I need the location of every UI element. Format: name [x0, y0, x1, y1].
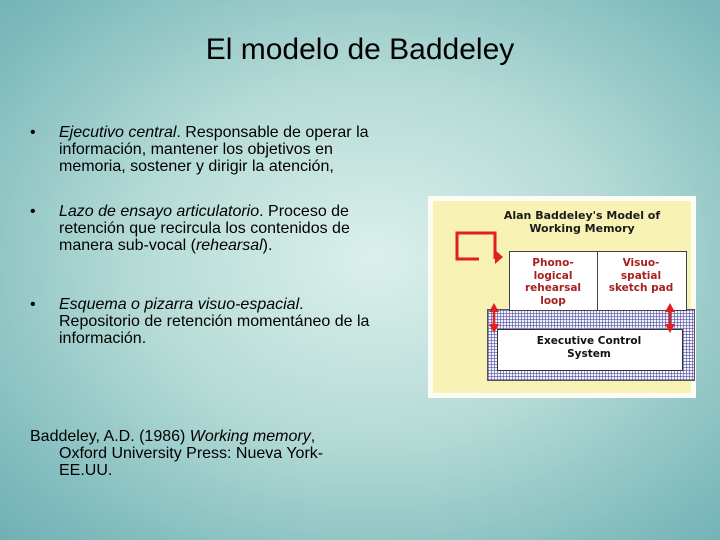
arrowhead-up-icon [489, 303, 499, 312]
figure-arrows [433, 201, 691, 393]
bullet-lazo-de-ensayo [30, 203, 400, 254]
figure-panel [433, 201, 691, 393]
bullet-term: Lazo de ensayo articulatorio [59, 203, 260, 220]
exec-label-line: System [567, 348, 611, 360]
bullet-ejecutivo-central [30, 124, 400, 175]
bullet-term: Esquema o pizarra visuo-espacial [59, 296, 300, 313]
rehearsal-loop-arrow [457, 233, 503, 264]
figure-title-line: Alan Baddeley's Model of [503, 209, 661, 222]
bullet-text: . Proceso de retención que recircula los contenidos de manera sub-vocal ( [59, 203, 350, 254]
figure-title-line: Working Memory [529, 222, 635, 235]
phono-exec-double-arrow [489, 303, 499, 333]
reference-publisher: Oxford University Press: Nueva York- [59, 445, 324, 462]
baddeley-model-figure [428, 196, 696, 398]
reference-authors: Baddeley, A.D. (1986) [30, 428, 190, 445]
bullet-marker: • [30, 203, 36, 220]
bullet-marker: • [30, 296, 36, 313]
bullet-text-end: ). [262, 237, 273, 254]
phono-label-line: logical [533, 269, 573, 282]
bullet-marker: • [30, 124, 36, 141]
reference-comma: , [310, 428, 316, 445]
arrowhead-up-icon [665, 303, 675, 312]
visuo-exec-double-arrow [665, 303, 675, 333]
bullet-text: . [299, 296, 304, 313]
bullet-text: . Responsable de operar la información, mantener los objetivos en memoria, sostener y dirigir la atención, [59, 124, 369, 175]
arrowhead-down-icon [489, 324, 499, 333]
arrowhead-down-icon [665, 324, 675, 333]
reference-location: EE.UU. [59, 462, 113, 479]
phono-label-line: Phono- [532, 257, 574, 269]
bullet-list [30, 124, 400, 347]
reference-citation [30, 428, 410, 479]
slide-title: El modelo de Baddeley [205, 33, 515, 66]
arrowhead-icon [495, 250, 503, 264]
bullet-term-rehearsal: rehearsal [195, 237, 263, 254]
visuo-label-line: sketch pad [608, 282, 674, 294]
phono-label-line: rehearsal [524, 282, 582, 294]
bullet-term: Ejecutivo central [59, 124, 177, 141]
visuo-label-line: Visuo- [622, 257, 660, 269]
exec-label-line: Executive Control [536, 335, 642, 347]
bullet-subtext: Repositorio de retención momentáneo de la información. [59, 313, 370, 347]
bullet-esquema-visuo-espacial [30, 296, 400, 347]
visuo-label-line: spatial [620, 269, 662, 282]
reference-book-title: Working memory [189, 428, 311, 445]
phono-label-line: loop [540, 294, 566, 307]
